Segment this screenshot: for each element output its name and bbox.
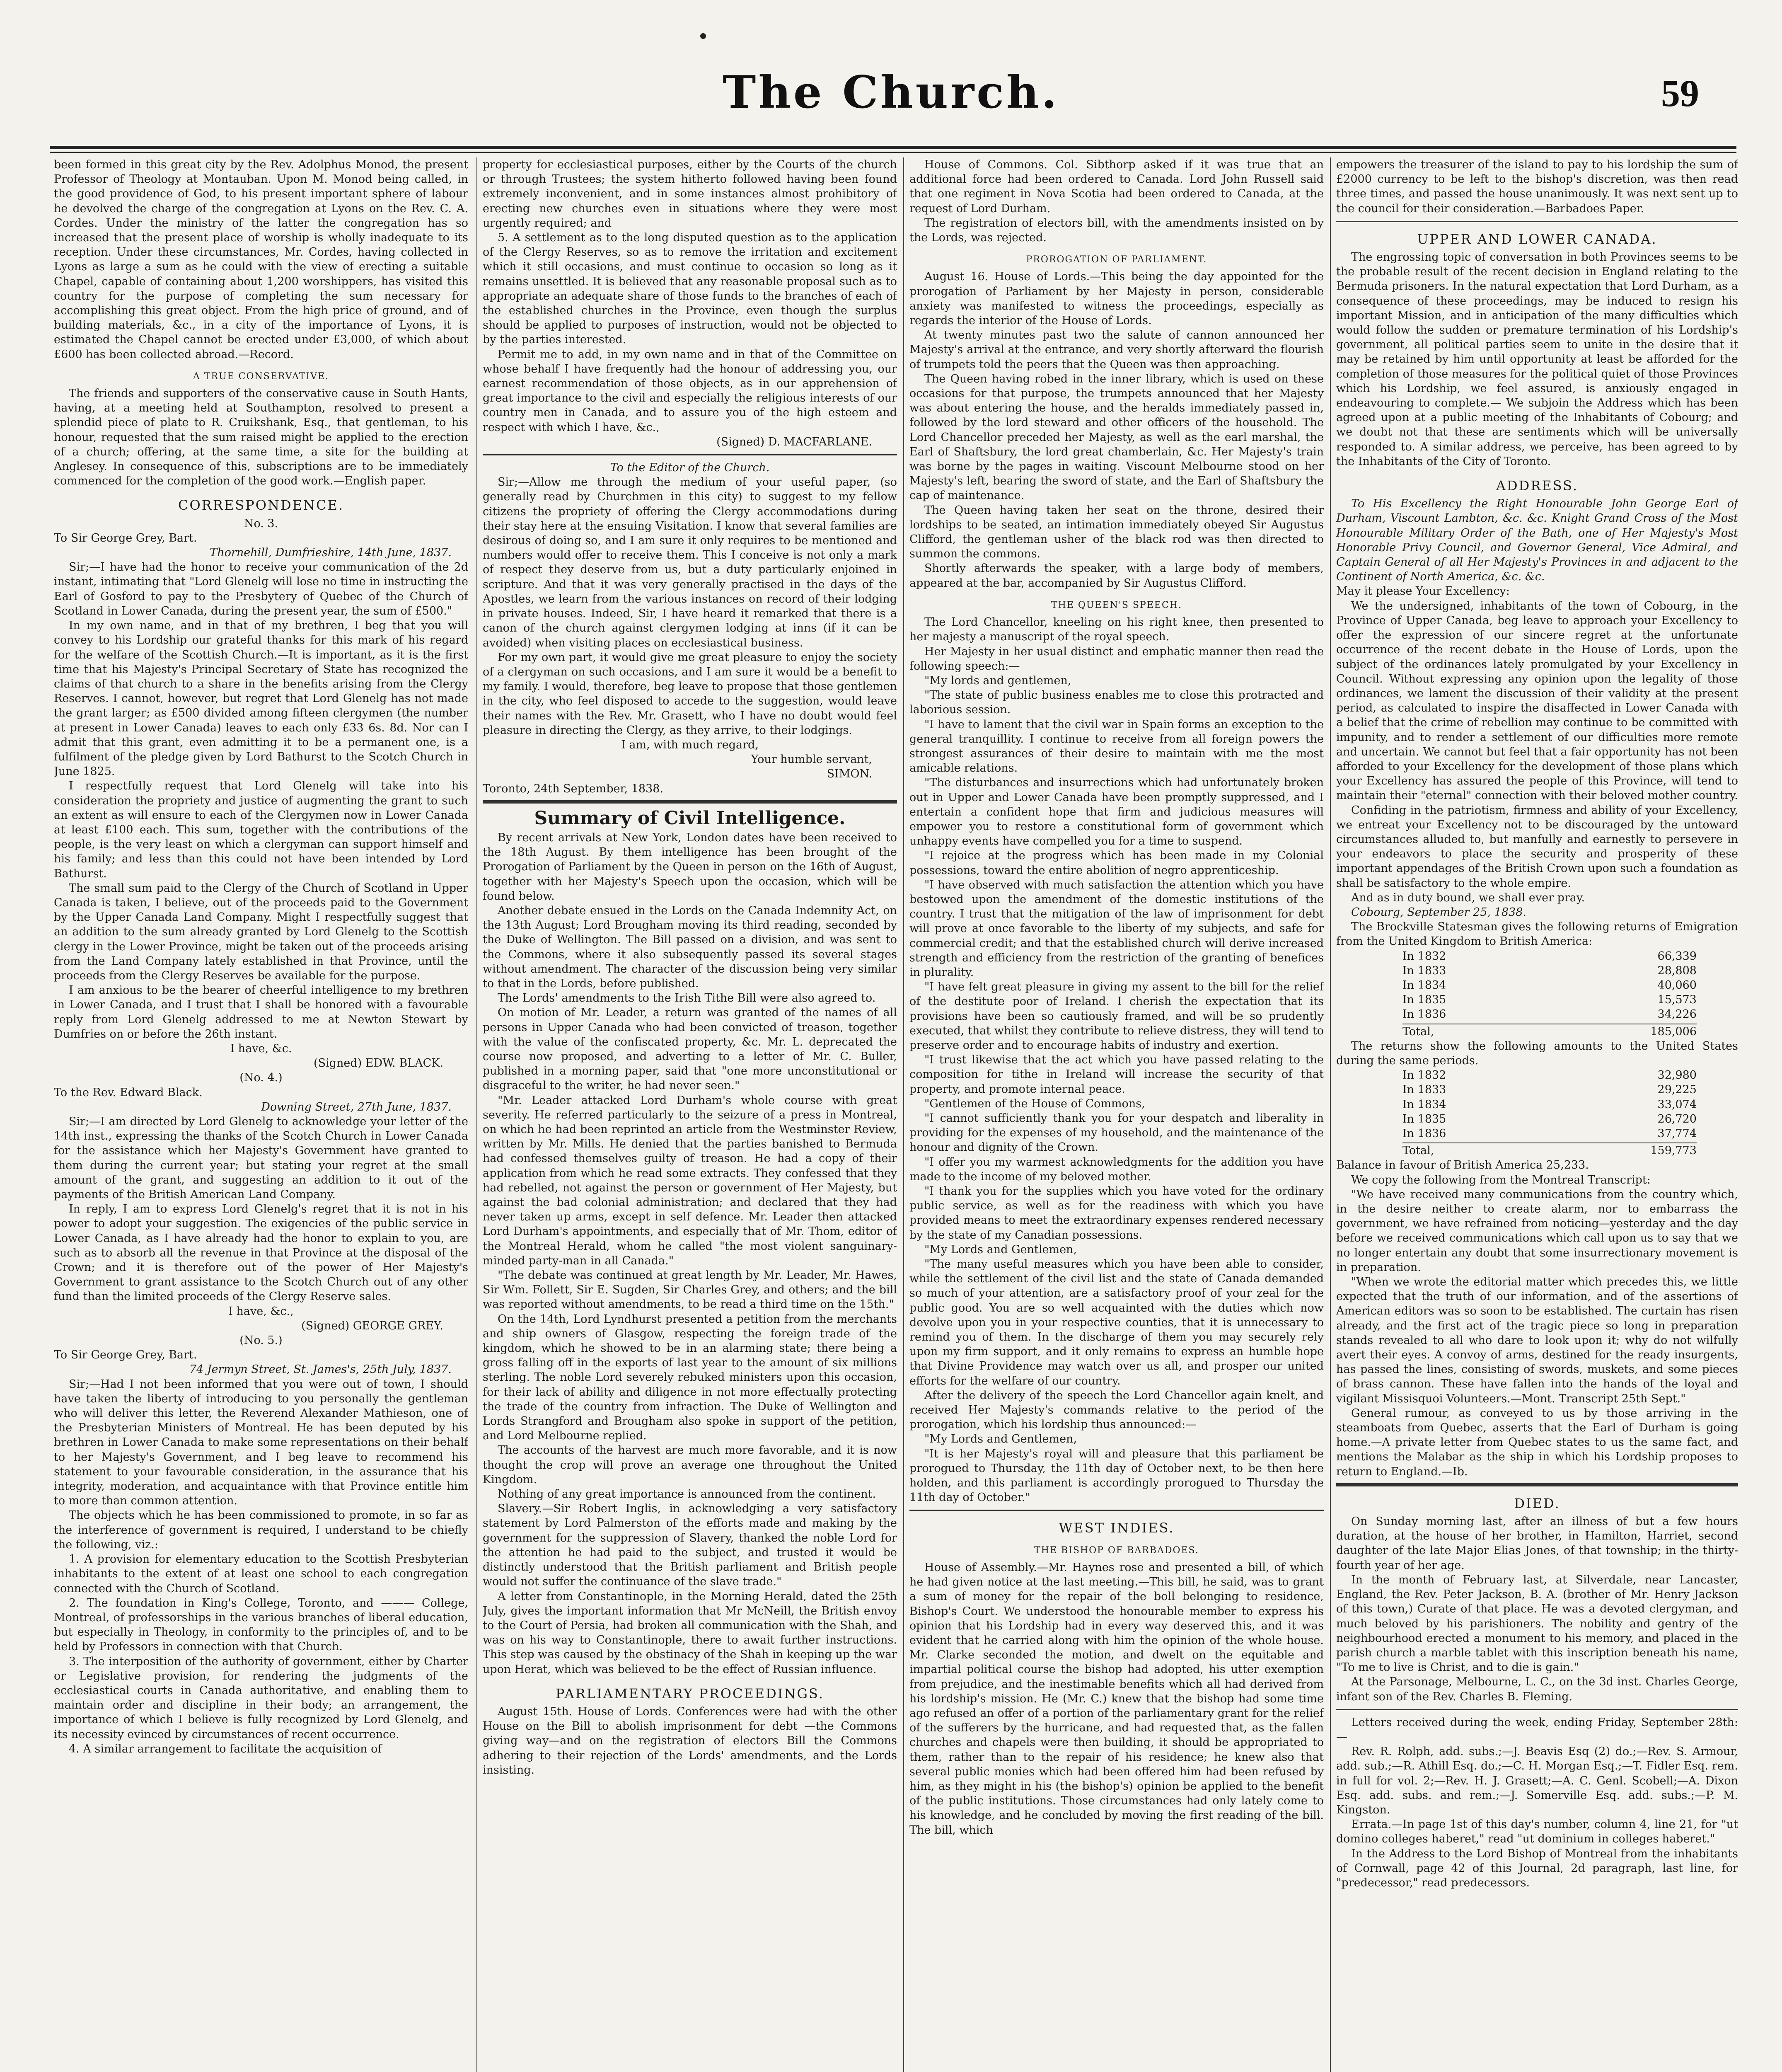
speech-paragraph: "My Lords and Gentlemen, — [924, 1433, 1077, 1446]
printer-mark — [700, 33, 706, 39]
table-year: In 1835 — [1402, 993, 1446, 1007]
letter-paragraph: 2. The foundation in King's College, Toronto, and ——— College, Montreal, of professorships in the various branches of liberal education, but especially in Theology, in conformity to the principles of, and to be held by Professors in connection with that Church. — [54, 1596, 468, 1653]
news-paragraph: August 15th. House of Lords. Conferences were had with the other House on the Bill to abolish imprisonment for debt —the Commons giving way—and on the registration of electors Bill the Commons adhering to their rejection of the Lords' amendments, and the Lords insisting. — [483, 1705, 897, 1777]
column-divider — [903, 157, 904, 2072]
letter-closing: I have, &c. — [230, 1042, 292, 1055]
letter-dateline: Downing Street, 27th June, 1837. — [261, 1100, 452, 1113]
speech-paragraph: After the delivery of the speech the Lord Chancellor again knelt, and received Her Majesty's commands relative to the period of the prorogation, which his lordship thus announced:— — [909, 1389, 1324, 1431]
table-row — [1336, 978, 1738, 992]
notice-paragraph: Rev. R. Rolph, add. subs.;—J. Beavis Esq (2) do.;—Rev. S. Armour, add. sub.;—R. Athill Esq. do.;—C. H. Morgan Esq.;—T. Fidler Esq. rem. in full for vol. 2;—Rev. H. J. Grasett;—A. C. Genl. Scobell;—A. Dixon Esq. add. subs. and rem.;—J. Somerville Esq. add. subs.;—P. M. Kingston. — [1336, 1745, 1738, 1816]
table-row — [1336, 1007, 1738, 1021]
notice-paragraph: Letters received during the week, ending Friday, September 28th:— — [1336, 1716, 1738, 1743]
obituary-paragraph: In the month of February last, at Silverdale, near Lancaster, England, the Rev. Peter Jackson, B. A. (brother of Mr. Henry Jackson of this town,) Curate of that place. He was a devoted clergyman, and much beloved by his parishioners. The nobility and gentry of the neighbourhood erected a monument to his memory, and placed in the parish church a marble tablet with this inscription beneath his name, "To me to live is Christ, and to die is gain." — [1336, 1573, 1738, 1674]
table-year: In 1832 — [1402, 1069, 1446, 1082]
news-paragraph: The registration of electors bill, with the amendments insisted on by the Lords, was rejected. — [909, 216, 1324, 244]
section-heading-blackletter: Summary of Civil Intelligence. — [534, 807, 846, 829]
letter-signature: SIMON. — [827, 767, 872, 781]
speech-paragraph: "I offer you my warmest acknowledgments for the addition you have made to the income of my beloved mother. — [909, 1155, 1324, 1183]
letter-paragraph: Sir;—I have had the honor to receive your communication of the 2d instant, intimating that "Lord Glenelg will lose no time in instructing the Earl of Gosford to pay to the Presbytery of Quebec of the Church of Scotland in Lower Canada, during the present year, the sum of £500." — [54, 561, 468, 617]
letter-paragraph: I am anxious to be the bearer of cheerful intelligence to my brethren in Lower Canada, and I trust that I shall be honored with a favourable reply from Lord Glenelg addressed to me at Newton Stewart by Dumfries on or before the 26th instant. — [54, 984, 468, 1041]
table-value: 34,226 — [1657, 1008, 1697, 1021]
letter-dateline: Toronto, 24th September, 1838. — [483, 782, 664, 795]
letter-dateline: Thornehill, Dumfrieshire, 14th June, 1837. — [210, 546, 452, 559]
section-rule — [1336, 221, 1738, 222]
section-heading: UPPER AND LOWER CANADA. — [1417, 231, 1657, 247]
news-paragraph: By recent arrivals at New York, London dates have been received to the 18th August. By them intelligence has been brought of the Prorogation of Parliament by the Queen in person on the 16th of August, together with her Majesty's Speech upon the occasion, which will be found below. — [483, 831, 897, 903]
news-paragraph: The Brockville Statesman gives the following returns of Emigration from the United Kingdom to British America: — [1336, 920, 1738, 948]
speech-paragraph: Her Majesty in her usual distinct and emphatic manner then read the following speech:— — [909, 645, 1324, 673]
page-number: 59 — [1661, 72, 1699, 114]
letter-addressee: To the Rev. Edward Black. — [54, 1086, 203, 1099]
article-heading: A TRUE CONSERVATIVE. — [193, 371, 329, 382]
section-heading: ADDRESS. — [1496, 478, 1579, 494]
letter-number: (No. 5.) — [239, 1334, 283, 1347]
letter-paragraph: For my own part, it would give me great pleasure to enjoy the society of a clergyman on such occasions, and I am sure it would be a benefit to my family. I would, therefore, beg leave to propose that those gentlemen in the city, who feel disposed to accede to the suggestion, would leave their names with the Rev. Mr. Grasett, who I have no doubt would feel pleasure in directing the Clergy, as they arrive, to their lodgings. — [483, 651, 897, 737]
column-3 — [909, 157, 1324, 2072]
table-total-row — [1402, 1024, 1697, 1039]
notice-paragraph: In the Address to the Lord Bishop of Montreal from the inhabitants of Cornwall, page 42 of this Journal, 2d paragraph, last line, for "predecessor," read predecessors. — [1336, 1847, 1738, 1889]
letter-signature: (Signed) GEORGE GREY. — [301, 1319, 443, 1332]
letter-paragraph: Sir;—Had I not been informed that you were out of town, I should have taken the liberty of introducing to you personally the gentleman who will deliver this letter, the Reverend Alexander Mathieson, one of the Presbyterian Ministers of Montreal. He has been deputed by his brethren in Lower Canada to make some representations on their behalf to her Majesty's Government, and I beg leave to recommend his statement to your favourable consideration, in the assurance that his integrity, moderation, and acquaintance with that Province entitle him to more than common attention. — [54, 1377, 468, 1508]
news-paragraph: Slavery.—Sir Robert Inglis, in acknowledging a very satisfactory statement by Lord Palmerston of the efforts made and making by the government for the suppression of Slavery, thanked the noble Lord for the attention he had paid to the subject, and trusted it would be distinctly understood that the British parliament and British people would not suffer the continuance of the slave trade." — [483, 1502, 897, 1588]
speech-paragraph: "I trust likewise that the act which you have passed relating to the composition for tithe in Ireland will increase the security of that property, and promote internal peace. — [909, 1053, 1324, 1096]
address-salutation: May it please Your Excellency: — [1336, 585, 1510, 598]
letter-dateline: 74 Jermyn Street, St. James's, 25th July, 1837. — [189, 1363, 452, 1376]
section-heading: DIED. — [1514, 1495, 1560, 1511]
news-paragraph: The accounts of the harvest are much more favorable, and it is now thought the crop will prove an average one throughout the United Kingdom. — [483, 1444, 897, 1486]
table-year: In 1835 — [1402, 1112, 1446, 1126]
table-total-label: Total, — [1402, 1025, 1434, 1038]
table-value: 32,980 — [1657, 1069, 1697, 1082]
news-paragraph: General rumour, as conveyed to us by those arriving in the steamboats from Quebec, asserts that the Earl of Durham is going home.—A private letter from Quebec states to us the same fact, and mentions the Malabar as the ship in which his Lordship proposes to return to England.—Ib. — [1336, 1406, 1738, 1478]
letter-paragraph: The small sum paid to the Clergy of the Church of Scotland in Upper Canada is taken, I believe, out of the proceeds paid to the Government by the Upper Canada Land Company. Might I respectfully suggest that an addition to the sum already granted by Lord Glenelg to the Scottish clergy in the Lower Province, might be taken out of the proceeds arising from the Land Company lately established in that Province, until the proceeds from the Clergy Reserves be available for the purpose. — [54, 881, 468, 982]
letter-addressee: To Sir George Grey, Bart. — [54, 1348, 197, 1362]
letter-addressee: To Sir George Grey, Bart. — [54, 531, 197, 545]
table-total-label: Total, — [1402, 1144, 1434, 1157]
section-rule — [909, 1510, 1324, 1511]
table-value: 37,774 — [1657, 1127, 1697, 1140]
section-heading: CORRESPONDENCE. — [178, 497, 344, 513]
masthead — [0, 62, 1782, 141]
table-year: In 1832 — [1402, 949, 1446, 963]
section-rule — [483, 800, 897, 804]
letter-heading: To the Editor of the Church. — [610, 461, 770, 474]
emigration-table-us — [1336, 1068, 1738, 1141]
table-total-value: 159,773 — [1650, 1144, 1697, 1157]
speech-paragraph: "I cannot sufficiently thank you for your despatch and liberality in providing for the expenses of my household, and the maintenance of the honour and dignity of the Crown. — [909, 1112, 1324, 1154]
letter-closing: I have, &c., — [228, 1305, 294, 1318]
table-row — [1336, 1097, 1738, 1112]
news-paragraph: At twenty minutes past two the salute of cannon announced her Majesty's arrival at the entrance, and very shortly afterward the flourish of trumpets told the peers that the Queen was then approaching. — [909, 329, 1324, 371]
table-value: 28,808 — [1657, 964, 1697, 977]
speech-paragraph: "It is her Majesty's royal will and pleasure that this parliament be prorogued to Thursday, the 11th day of October next, to be then here holden, and this parliament is accordingly prorogued to Thursday the 11th day of October." — [909, 1447, 1324, 1504]
speech-paragraph: "I have to lament that the civil war in Spain forms an exception to the general tranquillity. I continue to receive from all foreign powers the strongest assurances of their desire to maintain with me the most amicable relations. — [909, 718, 1324, 775]
column-divider — [476, 157, 477, 2072]
obituary-paragraph: At the Parsonage, Melbourne, L. C., on the 3d inst. Charles George, infant son of the Rev. Charles B. Fleming. — [1336, 1675, 1738, 1703]
news-paragraph: On motion of Mr. Leader, a return was granted of the names of all persons in Upper Canada who had been convicted of treason, together with the value of the confiscated property, &c. Mr. L. deprecated the course now proposed, and adverting to a letter of Mr. C. Buller, published in a morning paper, said that "one more unconstitutional or disgraceful to the writer, he had never seen." — [483, 1006, 897, 1092]
section-heading: PARLIAMENTARY PROCEEDINGS. — [556, 1685, 824, 1702]
news-paragraph: "The debate was continued at great length by Mr. Leader, Mr. Hawes, Sir Wm. Follett, Sir E. Sugden, Sir Charles Grey, and others; and the bill was reported without amendments, to be read a third time on the 15th." — [483, 1269, 897, 1311]
letter-closing: I am, with much regard, — [621, 738, 759, 751]
table-year: In 1833 — [1402, 1083, 1446, 1097]
letter-paragraph: Permit me to add, in my own name and in that of the Committee on whose behalf I have frequently had the honour of addressing you, our earnest recommendation of those objects, as in our apprehension of great importance to the civil and especially the religious interests of our country men in Canada, and to assure you of the high esteem and respect with which I have, &c., — [483, 348, 897, 434]
speech-paragraph: "Gentlemen of the House of Commons, — [924, 1097, 1145, 1110]
letter-paragraph: In reply, I am to express Lord Glenelg's regret that it is not in his power to adopt your suggestion. The exigencies of the public service in Lower Canada, as I have already had the honor to explain to you, are such as to absorb all the revenue in that Province at the disposal of the Crown; and it is therefore out of the power of Her Majesty's Government to grant assistance to the Scotch Church out of any other fund than the limited proceeds of the Clergy Reserve sales. — [54, 1203, 468, 1303]
address-paragraph: We the undersigned, inhabitants of the town of Cobourg, in the Province of Upper Canada, beg leave to approach your Excellency to offer the expression of our sincere regret at the unfortunate occurrence of the recent debate in the House of Lords, upon the subject of the ordinances lately promulgated by your Excellency in Council. Without expressing any opinion upon the legality of those ordinances, we lament the discussion of their validity at the present period, as calculated to inspire the disaffected in Lower Canada with a belief that the crime of rebellion may continue to be committed with impunity, and to render a settlement of our difficulties more remote and uncertain. We cannot but feel that a fair opportunity has not been afforded to your Excellency for the development of those plans which your Excellency has assured the people of this Province, will tend to maintain their "eternal" connection with their beloved mother country. — [1336, 599, 1738, 802]
speech-paragraph: "The state of public business enables me to close this protracted and laborious session. — [909, 689, 1324, 716]
news-paragraph: empowers the treasurer of the island to pay to his lordship the sum of £2000 currency to be left to the bishop's discretion, was then read three times, and passed the house unanimously. It was next sent up to the council for their consideration.—Barbadoes Paper. — [1336, 158, 1738, 215]
article-paragraph: The friends and supporters of the conservative cause in South Hants, having, at a meeting held at Southampton, resolved to present a splendid piece of plate to R. Cruikshank, Esq., that gentleman, to his honour, requested that the sum raised might be applied to the erection of a church; offering, at the same time, a site for the building at Anglesey. In consequence of this, subscriptions are to be immediately commenced for the completion of the good work.—English paper. — [54, 387, 468, 488]
table-row — [1336, 992, 1738, 1007]
notice-paragraph: Errata.—In page 1st of this day's number, column 4, line 21, for "ut domino colleges haberet," read "ut dominium in colleges haberet." — [1336, 1818, 1738, 1846]
letter-number: No. 3. — [244, 517, 278, 530]
section-rule — [1336, 1483, 1738, 1486]
news-paragraph: The Queen having robed in the inner library, which is used on these occasions for that purpose, the trumpets announced that her Majesty was about entering the house, and the heralds immediately passed in, followed by the lord steward and other officers of the household. The Lord Chancellor preceded her Majesty, as well as the earl marshal, the Earl of Shaftsbury, the lord great chamberlain, &c. Her Majesty's train was borne by the pages in waiting. Viscount Melbourne stood on her Majesty's left, bearing the sword of state, and the Earl of Shaftsbury the cap of maintenance. — [909, 372, 1324, 502]
news-paragraph: Shortly afterwards the speaker, with a large body of members, appeared at the bar, accompanied by Sir Augustus Clifford. — [909, 562, 1324, 590]
table-row — [1336, 949, 1738, 963]
masthead-rule — [50, 146, 1736, 149]
article-heading: THE QUEEN'S SPEECH. — [1051, 600, 1182, 610]
speech-paragraph: "I rejoice at the progress which has been made in my Colonial possessions, toward the entire abolition of negro apprenticeship. — [909, 849, 1324, 877]
table-row — [1336, 1068, 1738, 1082]
section-heading: WEST INDIES. — [1059, 1520, 1175, 1536]
table-year: In 1834 — [1402, 1098, 1446, 1111]
letter-paragraph: Sir;—Allow me through the medium of your useful paper, (so generally read by Churchmen in this city) to suggest to my fellow citizens the propriety of offering the Clergy accommodations during their stay here at the ensuing Visitation. I know that several families are desirous of doing so, and I am sure it only requires to be mentioned and numbers would offer to receive them. This I conceive is not only a mark of respect they deserve from us, but a duty particularly enjoined in scripture. And that it was very generally practised in the days of the Apostles, we learn from the various instances on record of their lodging in private houses. Indeed, Sir, I have heard it remarked that there is a canon of the church against clergymen lodging at inns (if it can be avoided) when visiting places on ecclesiastical business. — [483, 476, 897, 649]
section-rule — [483, 454, 897, 455]
address-salutation-block: To His Excellency the Right Honourable John George Earl of Durham, Viscount Lambton, &c. &c. Knight Grand Cross of the Most Honourable Military Order of the Bath, one of Her Majesty's Most Honorable Privy Council, and Governor General, Vice Admiral, and Captain General of all Her Majesty's Provinces in and adjacent to the Continent of North America, &c. &c. — [1336, 497, 1738, 583]
table-row — [1336, 1112, 1738, 1126]
article-heading: THE BISHOP OF BARBADOES. — [1034, 1545, 1199, 1556]
table-row — [1336, 1126, 1738, 1141]
news-paragraph: House of Assembly.—Mr. Haynes rose and presented a bill, of which he had given notice at the last meeting.—This bill, he said, was to grant a sum of money for the repair of the boll belonging to residence, Bishop's Court. We understood the honourable member to express his opinion that his Lordship had in every way deserved this, and it was evident that he carried along with him the opinion of the whole house. Mr. Clarke seconded the motion, and dwelt on the equitable and impartial political course the bishop had adopted, his utter exemption from prejudice, and the inestimable benefits which all had derived from his lordship's mission. He (Mr. C.) knew that the bishop had some time ago refused an offer of a portion of the parliamentary grant for the relief of the sufferers by the hurricane, and had requested that, as the fallen churches and chapels were then building, it should be appropriated to them, rather than to the repair of his residence; he knew also that several public monies which had been offered him had been refused by him, as they might in his (the bishop's) opinion be applied to the benefit of the public institutions. Those circumstances had only lately come to his knowledge, and he concluded by moving the first reading of the bill. The bill, which — [909, 1561, 1324, 1837]
letter-paragraph: 4. A similar arrangement to facilitate the acquisition of — [69, 1742, 382, 1755]
news-paragraph: "We have received many communications from the country which, in the desire neither to create alarm, nor to embarrass the government, we have refrained from noticing—yesterday and the day before we received communications which call upon us to say that we no longer entertain any doubt that some insurrectionary movement is in preparation. — [1336, 1188, 1738, 1274]
letter-paragraph: I respectfully request that Lord Glenelg will take into his consideration the propriety and justice of augmenting the grant to such an extent as will ensure to each of the Clergymen now in Lower Canada at least £100 each. This sum, together with the contributions of the people, is the very least on which a clergyman can support himself and his family; and less than this could not have been intended by Lord Bathurst. — [54, 779, 468, 880]
table-value: 66,339 — [1657, 949, 1697, 963]
letter-closing: Your humble servant, — [751, 753, 872, 766]
speech-paragraph: "I have observed with much satisfaction the attention which you have bestowed upon the amendment of the domestic institutions of the country. I trust that the mitigation of the law of imprisonment for debt will prove at once favorable to the liberty of my subjects, and safe for commercial credit; and that the established church will derive increased strength and efficiency from the restriction of the granting of benefices in plurality. — [909, 878, 1324, 979]
letter-signature: (Signed) D. MACFARLANE. — [716, 435, 872, 448]
letter-paragraph: 5. A settlement as to the long disputed question as to the application of the Clergy Reserves, so as to remove the irritation and excitement which it still occasions, and must continue to occasion so long as it remains unsettled. It is believed that any reasonable proposal such as to appropriate an adequate share of those funds to the branches of each of the established churches in the Province, even though the surplus should be applied to purposes of instruction, would not be objected to by the parties interested. — [483, 231, 897, 346]
news-paragraph: "When we wrote the editorial matter which precedes this, we little expected that the truth of our information, and of the assertions of American editors was so soon to be established. The curtain has risen already, and the first act of the tragic piece so long in preparation stands revealed to all who dare to look upon it; why do not wilfully avert their eyes. A convoy of arms, destined for the ready insurgents, has passed the lines, consisting of swords, muskets, and some pieces of brass cannon. These have fallen into the hands of the loyal and vigilant Missisquoi Volunteers.—Mont. Transcript 25th Sept." — [1336, 1276, 1738, 1405]
news-paragraph: Balance in favour of British America 25,233. — [1336, 1159, 1589, 1172]
address-paragraph: And as in duty bound, we shall ever pray. — [1351, 891, 1585, 904]
letter-paragraph: In my own name, and in that of my brethren, I beg that you will convey to his Lordship our grateful thanks for this mark of his regard for the welfare of the Scottish Church.—It is important, as it is the first time that his Majesty's Principal Secretary of State has recognized the claims of that church to a share in the benefits arising from the Clergy Reserves. I cannot, however, but regret that Lord Glenelg has not made the grant larger; as £500 divided among fifteen clergymen (the number at present in Lower Canada) leaves to each only £33 6s. 8d. Nor can I admit that this grant, even admitting it to be a permanent one, is a fulfilment of the pledge given by Lord Bathurst to the Scotch Church in June 1825. — [54, 619, 468, 778]
speech-paragraph: "I have felt great pleasure in giving my assent to the bill for the relief of the destitute poor of Ireland. I cherish the expectation that its provisions have been so cautiously framed, and will be so prudently executed, that whilst they contribute to relieve distress, they will tend to preserve order and to encourage habits of industry and exertion. — [909, 980, 1324, 1052]
newspaper-title: The Church. — [723, 66, 1059, 119]
column-1 — [54, 157, 468, 2072]
obituary-paragraph: On Sunday morning last, after an illness of but a few hours duration, at the house of her brother, in Hamilton, Harriet, second daughter of the late Major Elias Jones, of that township; in the thirty-fourth year of her age. — [1336, 1515, 1738, 1572]
table-value: 29,225 — [1657, 1083, 1697, 1097]
letter-signature: (Signed) EDW. BLACK. — [314, 1057, 443, 1070]
news-paragraph: "Mr. Leader attacked Lord Durham's whole course with great severity. He referred particularly to the seizure of a press in Montreal, on which he had been reprinted an article from the Westminster Review, written by Mr. Mills. He denied that the parties banished to Bermuda had confessed themselves guilty of treason. He had a copy of their application from which he read some extracts. They confessed that they had rebelled, not against the person or government of Her Majesty, but against the bad colonial administration; and declared that they had never taken up arms, except in self defence. Mr. Leader then attacked Lord Durham's appointments, and especially that of Mr. Thom, editor of the Montreal Herald, whom he called "the most violent sanguinary-minded party-man in all Canada." — [483, 1094, 897, 1267]
letter-paragraph: property for ecclesiastical purposes, either by the Courts of the church or through Trustees; the system hitherto followed having been found extremely inconvenient, and in some instances almost prohibitory of erecting new churches even in situations where they were most urgently required; and — [483, 158, 897, 230]
emigration-table-british — [1336, 949, 1738, 1022]
table-value: 33,074 — [1657, 1098, 1697, 1111]
table-row — [1336, 1082, 1738, 1097]
letter-paragraph: 3. The interposition of the authority of government, either by Charter or Legislative provision, for rendering the judgments of the ecclesiastical courts in Canada authoritative, and enabling them to maintain order and discipline in their body; an arrangement, the importance of which I believe is fully recognized by Lord Glenelg, and its necessity evinced by circumstances of recent occurrence. — [54, 1655, 468, 1741]
speech-paragraph: "The many useful measures which you have been able to consider, while the settlement of the civil list and the state of Canada demanded so much of your attention, are a satisfactory proof of your zeal for the public good. You are so well acquainted with the duties which now devolve upon you in your respective counties, that it is unnecessary to remind you of them. In the discharge of them you may securely rely upon my firm support, and it only remains to express an humble hope that Divine Providence may watch over us all, and prosper our united efforts for the welfare of our country. — [909, 1258, 1324, 1387]
table-year: In 1836 — [1402, 1008, 1446, 1021]
table-total-row — [1402, 1143, 1697, 1158]
speech-paragraph: "My lords and gentlemen, — [924, 674, 1071, 687]
news-paragraph: The returns show the following amounts to the United States during the same periods. — [1336, 1039, 1738, 1067]
letter-paragraph: 1. A provision for elementary education to the Scottish Presbyterian inhabitants to the extent of at least one school to each congregation connected with the Church of Scotland. — [54, 1553, 468, 1595]
table-year: In 1833 — [1402, 964, 1446, 977]
address-paragraph: Confiding in the patriotism, firmness and ability of your Excellency, we entreat your Excellency not to be discouraged by the untoward circumstances alluded to, but manfully and earnestly to persevere in your endeavors to place the security and prosperity of these important appendages of the British Crown upon such a foundation as shall be satisfactory to the whole empire. — [1336, 804, 1738, 890]
table-total-value: 185,006 — [1650, 1025, 1697, 1038]
news-paragraph: Nothing of any great importance is announced from the continent. — [498, 1488, 876, 1501]
news-paragraph: A letter from Constantinople, in the Morning Herald, dated the 25th July, gives the important information that Mr McNeill, the British envoy to the Court of Persia, had broken all communication with the Shah, and was on his way to Constantinople, there to await further instructions. This step was caused by the obstinacy of the Shah in keeping up the war upon Herat, which was believed to be the effect of Russian influence. — [483, 1590, 897, 1676]
news-paragraph: The Lords' amendments to the Irish Tithe Bill were also agreed to. — [498, 992, 876, 1005]
letter-paragraph: Sir;—I am directed by Lord Glenelg to acknowledge your letter of the 14th inst., expressing the thanks of the Scotch Church in Lower Canada for the assistance which her Majesty's Government have granted to them during the current year; but stating your regret at the small amount of the grant, and suggesting an addition to it out of the payments of the British American Land Company. — [54, 1115, 468, 1201]
speech-paragraph: "My Lords and Gentlemen, — [924, 1243, 1077, 1256]
news-paragraph: We copy the following from the Montreal Transcript: — [1351, 1173, 1651, 1186]
speech-paragraph: The Lord Chancellor, kneeling on his right knee, then presented to her majesty a manuscript of the royal speech. — [909, 616, 1324, 644]
letter-paragraph: The objects which he has been commissioned to promote, in so far as the interference of government is required, I understand to be chiefly the following, viz.: — [54, 1509, 468, 1551]
table-value: 26,720 — [1657, 1112, 1697, 1126]
column-2 — [483, 157, 897, 2072]
news-paragraph: House of Commons. Col. Sibthorp asked if it was true that an additional force had been ordered to Canada. Lord John Russell said that one regiment in Nova Scotia had been ordered to Canada, at the request of Lord Durham. — [909, 158, 1324, 215]
article-paragraph: been formed in this great city by the Rev. Adolphus Monod, the present Professor of Theology at Montauban. Upon M. Monod being called, in the good providence of God, to his present important sphere of labour he devolved the charge of the congregation at Lyons on the Rev. C. A. Cordes. Under the ministry of the latter the congregation has so increased that the present place of worship is wholly inadequate to its reception. Under these circumstances, Mr. Cordes, having collected in Lyons as large a sum as he could with the view of erecting a suitable Chapel, capable of containing about 1,200 worshippers, has visited this country for the purpose of completing the sum necessary for accomplishing this great object. From the high price of ground, and of building materials, &c., in a city of the importance of Lyons, it is estimated the Chapel cannot be erected under £3,000, of which about £600 has been collected abroad.—Record. — [54, 158, 468, 361]
article-heading: PROROGATION OF PARLIAMENT. — [1026, 254, 1207, 265]
speech-paragraph: "The disturbances and insurrections which had unfortunately broken out in Upper and Lower Canada have been promptly suppressed, and I entertain a confident hope that firm and judicious measures will empower you to restore a constitutional form of government which unhappy events have compelled you for a time to suspend. — [909, 776, 1324, 848]
column-divider — [1330, 157, 1331, 2072]
masthead-rule-thin — [50, 152, 1736, 153]
letter-number: (No. 4.) — [239, 1071, 283, 1084]
section-rule — [1336, 1709, 1738, 1710]
table-year: In 1834 — [1402, 978, 1446, 992]
table-value: 40,060 — [1657, 978, 1697, 992]
news-paragraph: On the 14th, Lord Lyndhurst presented a petition from the merchants and ship owners of Glasgow, respecting the foreign trade of the kingdom, which he showed to be in an alarming state; there being a gross falling off in the exports of last year to the amount of six millions sterling. The noble Lord severely rebuked ministers upon this occasion, for their lack of ability and diligence in not more effectually protecting the trade of the country from infraction. The Duke of Wellington and Lords Strangford and Brougham also spoke in support of the petition, and Lord Melbourne replied. — [483, 1312, 897, 1443]
news-paragraph: The Queen having taken her seat on the throne, desired their lordships to be seated, an intimation immediately obeyed Sir Augustus Clifford, the gentleman usher of the black rod was then directed to summon the commons. — [909, 503, 1324, 561]
news-paragraph: Another debate ensued in the Lords on the Canada Indemnity Act, on the 13th August; Lord Brougham moving its third reading, seconded by the Duke of Wellington. The Bill passed on a division, and was sent to the Commons, where it also subsequently passed its several stages without amendment. The character of the discussion being very similar to that in the Lords, before published. — [483, 904, 897, 990]
speech-paragraph: "I thank you for the supplies which you have voted for the ordinary public service, as well as for the readiness with which you have provided means to meet the extraordinary expenses rendered necessary by the state of my Canadian possessions. — [909, 1185, 1324, 1242]
address-dateline: Cobourg, September 25, 1838. — [1351, 905, 1526, 919]
news-paragraph: August 16. House of Lords.—This being the day appointed for the prorogation of Parliament by her Majesty in person, considerable anxiety was manifested to witness the proceedings, especially as regards the interior of the House of Lords. — [909, 270, 1324, 327]
column-4 — [1336, 157, 1738, 2072]
table-value: 15,573 — [1657, 993, 1697, 1007]
table-row — [1336, 963, 1738, 978]
news-paragraph: The engrossing topic of conversation in both Provinces seems to be the probable result of the recent decision in England relating to the Bermuda prisoners. In the natural expectation that Lord Durham, as a consequence of these proceedings, may be induced to resign his important Mission, and in anticipation of the many difficulties which would follow the sudden or premature termination of his Lordship's government, all political parties seem to unite in the desire that it may be retained by him until opportunity at least be afforded for the completion of those measures for the political quiet of those Provinces which his Lordship, we feel assured, is anxiously engaged in endeavouring to complete.— We subjoin the Address which has been agreed upon at a public meeting of the Inhabitants of Cobourg; and we doubt not that these are sentiments which will be universally responded to. A similar address, we perceive, has been agreed to by the Inhabitants of the City of Toronto. — [1336, 251, 1738, 468]
table-year: In 1836 — [1402, 1127, 1446, 1140]
